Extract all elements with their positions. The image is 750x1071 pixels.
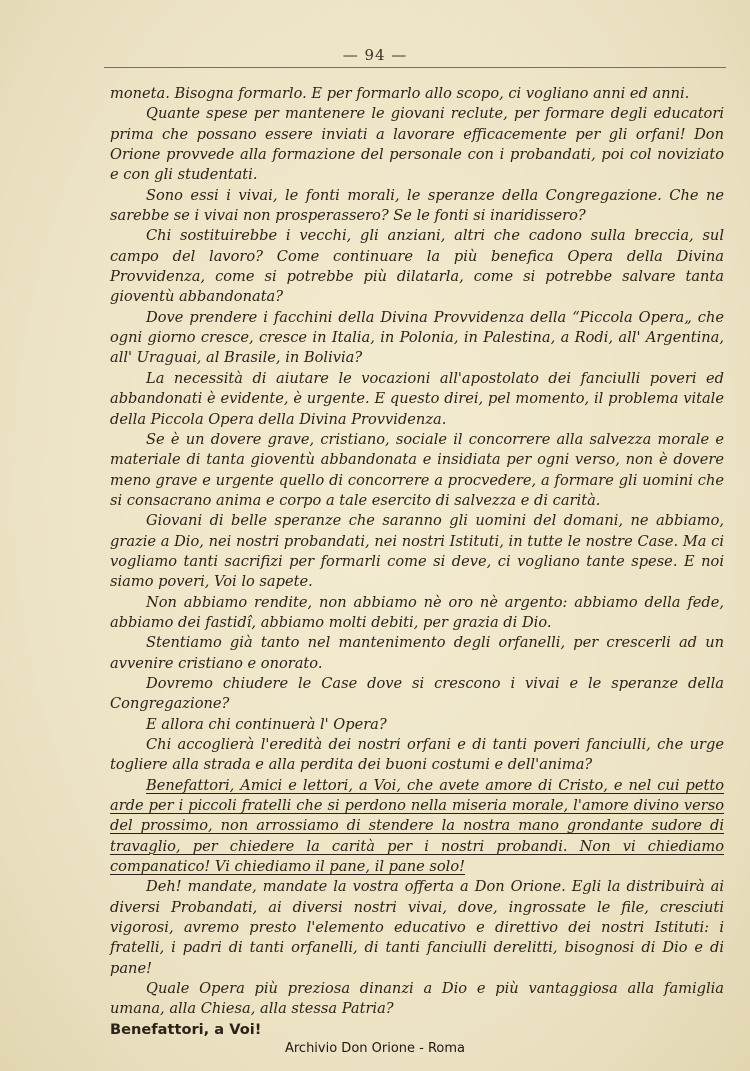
paragraph-6: La necessità di aiutare le vocazioni all'apostolato dei fanciulli poveri ed abbandonati è evidente, è urgente. E questo direi, pel momento, il problema vitale della Piccola Opera della Divina Provvidenza. xyxy=(110,369,724,428)
paragraph-5: Dove prendere i facchini della Divina Provvidenza della “Piccola Opera„ che ogni giorno cresce, cresce in Italia, in Polonia, in Palestina, a Rodi, all' Argentina, all' Uraguai, al Brasile, in Bolivia? xyxy=(110,308,724,367)
paragraph-8: Giovani di belle speranze che saranno gli uomini del domani, ne abbiamo, grazie a Dio, nei nostri probandati, nei nostri Istituti, in tutte le nostre Case. Ma ci vogliamo tanti sacrifizi per formarli come si deve, ci vogliano tante spese. E noi siamo poveri, Voi lo sapete. xyxy=(110,512,724,591)
paragraph-7: Se è un dovere grave, cristiano, sociale il concorrere alla salvezza morale e materiale di tanta gioventù abbandonata e insidiata per ogni verso, non è dovere meno grave e urgente quello di concorrere a procvedere, a formare gli uomini che si consacrano anima e corpo a tale esercito di salvezza e di carità. xyxy=(110,430,724,509)
paragraph-13: Chi accoglierà l'eredità dei nostri orfani e di tanti poveri fanciulli, che urge togliere alla strada e alla perdita dei buoni costumi e dell'anima? xyxy=(110,736,724,774)
archive-footer: Archivio Don Orione - Roma xyxy=(284,1041,466,1056)
paragraph-9: Non abbiamo rendite, non abbiamo nè oro nè argento: abbiamo della fede, abbiamo dei fastidî, abbiamo molti debiti, per grazia di Dio. xyxy=(110,593,724,631)
paragraph-15: Deh! mandate, mandate la vostra offerta a Don Orione. Egli la distribuirà ai diversi Probandati, ai diversi nostri vivai, dove, ingrossate le file, cresciuti vigorosi, avremo presto l'elemento educativo e direttivo dei nostri Istituti: i fratelli, i padri di tanti orfanelli, di tanti fanciulli derelitti, bisognosi di Dio e di pane! xyxy=(110,878,724,977)
paragraph-16: Quale Opera più preziosa dinanzi a Dio e più vantaggiosa alla famiglia umana, alla Chiesa, alla stessa Patria? xyxy=(110,980,724,1018)
paragraph-4: Chi sostituirebbe i vecchi, gli anziani, altri che cadono sulla breccia, sul campo del lavoro? Come continuare la più benefica Opera della Divina Provvidenza, come si potrebbe più dilatarla, come si potrebbe salvare tanta gioventù abbandonata? xyxy=(110,227,724,306)
paragraph-1: moneta. Bisogna formarlo. E per formarlo allo scopo, ci vogliano anni ed anni. xyxy=(110,85,690,102)
article-body xyxy=(110,84,724,1040)
header-rule xyxy=(104,67,726,68)
paragraph-14-appeal: Benefattori, Amici e lettori, a Voi, che avete amore di Cristo, e nel cui petto arde per i piccoli fratelli che si perdono nella miseria morale, l'amore divino verso del prossimo, non arrossiamo di stendere la nostra mano grondante sudore di travaglio, per chiedere la carità per i nostri probandi. Non vi chiediamo companatico! Vi chiediamo il pane, il pane solo! xyxy=(110,776,724,876)
paragraph-12: E allora chi continuerà l' Opera? xyxy=(146,715,387,733)
page-number: — 94 — xyxy=(342,46,408,64)
paragraph-3: Sono essi i vivai, le fonti morali, le speranze della Congregazione. Che ne sarebbe se i vivai non prosperassero? Se le fonti si inaridissero? xyxy=(110,186,724,225)
paragraph-2: Quante spese per mantenere le giovani reclute, per formare degli educatori prima che possano essere inviati a lavorare efficacemente per gli orfani! Don Orione provvede alla formazione del personale con i probandati, poi col noviziato e con gli studentati. xyxy=(110,105,724,184)
closing-line: Benefattori, a Voi! xyxy=(110,1020,262,1038)
paragraph-10: Stentiamo già tanto nel mantenimento degli orfanelli, per crescerli ad un avvenire cristiano e onorato. xyxy=(110,634,724,672)
paragraph-11: Dovremo chiudere le Case dove si crescono i vivai e le speranze della Congregazione? xyxy=(110,674,724,713)
